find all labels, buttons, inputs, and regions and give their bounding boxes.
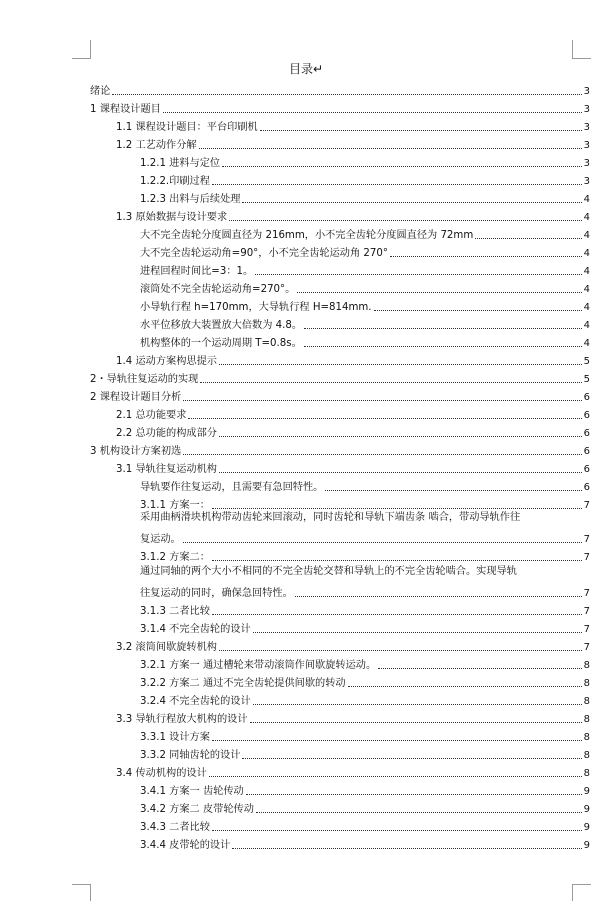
toc-entry-text: 3.2.2 方案二 通过不完全齿轮提供间歇的转动 [140,678,346,689]
toc-entry-text: 1.2.1 进料与定位 [140,158,221,169]
toc-page-number: 6 [583,446,590,457]
toc-entry-text: 3.4 传动机构的设计 [116,768,207,779]
toc-dot-leader [219,649,582,651]
toc-page-number: 8 [583,768,590,779]
toc-page-number: 5 [583,374,590,385]
toc-page-number: 6 [583,482,590,493]
toc-entry[interactable] [90,510,590,524]
toc-page-number: 9 [583,822,590,833]
toc-entry-text: 2 课程设计题目分析 [90,392,182,403]
toc-page-number: 4 [583,194,590,205]
toc-entry[interactable] [90,564,590,578]
toc-entry[interactable] [90,152,590,170]
toc-page-number: 4 [583,212,590,223]
toc-entry[interactable] [90,654,590,672]
toc-entry-text: 3.1.2 方案二： [140,552,210,563]
toc-entry[interactable] [90,314,590,332]
toc-entry[interactable] [90,80,590,98]
toc-page-number: 3 [583,176,590,187]
toc-dot-leader [212,183,582,185]
toc-page-number: 3 [583,158,590,169]
toc-page-number: 6 [583,392,590,403]
toc-entry[interactable] [90,224,590,242]
toc-dot-leader [348,685,582,687]
toc-page-number: 8 [583,750,590,761]
toc-entry[interactable] [90,278,590,296]
toc-dot-leader [253,703,582,705]
toc-entry-text: 1.3 原始数据与设计要求 [116,212,228,223]
toc-page-number: 9 [583,840,590,851]
toc-entry-text: 3.3 导轨行程放大机构的设计 [116,714,248,725]
toc-page-number: 7 [583,534,590,545]
toc-entry[interactable] [90,834,590,852]
toc-entry-text: 2.1 总功能要求 [116,410,187,421]
toc-dot-leader [242,201,581,203]
toc-entry[interactable] [90,242,590,260]
toc-dot-leader [219,435,582,437]
toc-dot-leader [325,489,581,491]
toc-page-number: 5 [583,356,590,367]
toc-entry-text: 大不完全齿轮分度圆直径为 216mm，小不完全齿轮分度圆直径为 72mm [140,230,474,241]
toc-dot-leader [199,147,582,149]
toc-entry[interactable] [90,422,590,440]
toc-dot-leader [163,111,582,113]
toc-entry[interactable] [90,206,590,224]
toc-dot-leader [188,417,581,419]
toc-entry[interactable] [90,672,590,690]
toc-entry[interactable] [90,780,590,798]
toc-entry-text: 小导轨行程 h=170mm，大导轨行程 H=814mm. [140,302,372,313]
toc-entry-text: 绪论 [90,86,111,97]
toc-dot-leader [390,255,582,257]
toc-page-number: 4 [583,320,590,331]
toc-entry-text: 3.1 导轨往复运动机构 [116,464,217,475]
toc-entry-text: 1.4 运动方案构思提示 [116,356,217,367]
toc-entry-text: 3.4.1 方案一 齿轮传动 [140,786,244,797]
toc-entry[interactable] [90,386,590,404]
toc-page-number: 4 [583,266,590,277]
toc-entry[interactable] [90,476,590,494]
toc-entry[interactable] [90,528,590,546]
toc-entry[interactable] [90,546,590,564]
toc-dot-leader [219,363,582,365]
toc-entry-text: 1 课程设计题目 [90,104,161,115]
toc-entry[interactable] [90,690,590,708]
toc-entry-text: 3.2 滚筒间歇旋转机构 [116,642,217,653]
toc-entry-text: 导轨要作往复运动，且需要有急回特性。 [140,482,324,493]
toc-entry[interactable] [90,600,590,618]
toc-dot-leader [112,93,581,95]
toc-dot-leader [183,399,581,401]
toc-entry-text: 3.3.2 同轴齿轮的设计 [140,750,241,761]
toc-dot-leader [378,667,581,669]
toc-entry[interactable] [90,188,590,206]
toc-page-number: 7 [583,588,590,599]
toc-title: 目录↵ [288,62,324,76]
toc-page-number: 6 [583,410,590,421]
toc-dot-leader [183,541,582,543]
toc-entry[interactable] [90,440,590,458]
toc-page-number: 4 [583,338,590,349]
toc-page-number: 6 [583,464,590,475]
toc-entry[interactable] [90,582,590,600]
toc-page-number: 8 [583,732,590,743]
toc-dot-leader [219,471,582,473]
toc-entry[interactable] [90,260,590,278]
toc-entry[interactable] [90,458,590,476]
toc-page-number: 7 [583,606,590,617]
toc-entry[interactable] [90,332,590,350]
toc-entry[interactable] [90,618,590,636]
toc-entry-text: 1.2 工艺动作分解 [116,140,197,151]
toc-page-number: 7 [583,642,590,653]
toc-entry-text: 往复运动的同时，确保急回特性。 [140,588,293,599]
toc-dot-leader [255,273,581,275]
toc-entry-text: 3.2.4 不完全齿轮的设计 [140,696,251,707]
toc-dot-leader [475,237,581,239]
toc-page-number: 4 [583,284,590,295]
toc-dot-leader [212,739,582,741]
toc-page-number: 8 [583,696,590,707]
toc-page-number: 3 [583,140,590,151]
toc-dot-leader [209,775,582,777]
toc-dot-leader [232,847,581,849]
toc-dot-leader [297,291,581,293]
toc-entry-text: 3.2.1 方案一 通过槽轮来带动滚筒作间歇旋转运动。 [140,660,377,671]
toc-page-number: 3 [583,86,590,97]
toc-entry-text: 2.2 总功能的构成部分 [116,428,217,439]
toc-entry-text: 3 机构设计方案初选 [90,446,182,457]
toc-dot-leader [183,453,581,455]
toc-entry-text: 水平位移放大装置放大倍数为 4.8。 [140,320,303,331]
toc-dot-leader [256,811,582,813]
toc-entry[interactable] [90,636,590,654]
toc-page-number: 3 [583,104,590,115]
toc-entry[interactable] [90,170,590,188]
toc-entry-text: 大不完全齿轮运动角=90°，小不完全齿轮运动角 270° [140,248,388,259]
toc-entry-text: 进程回程时间比=3：1。 [140,266,254,277]
toc-page-number: 7 [583,552,590,563]
toc-page-number: 4 [583,302,590,313]
page-corner-mark-bottom-left [72,884,91,901]
toc-dot-leader [253,631,582,633]
toc-entry[interactable] [90,726,590,744]
toc-entry[interactable] [90,116,590,134]
toc-page-number: 8 [583,660,590,671]
toc-entry[interactable] [90,762,590,780]
toc-dot-leader [212,829,582,831]
page-corner-mark-top-left [72,40,91,59]
toc-dot-leader [250,721,582,723]
toc-page-number: 7 [583,624,590,635]
page-corner-mark-top-right [572,40,591,59]
toc-entry[interactable] [90,134,590,152]
toc-entry[interactable] [90,816,590,834]
toc-dot-leader [304,327,582,329]
page-corner-mark-bottom-right [572,884,591,901]
toc-page-number: 3 [583,122,590,133]
toc-dot-leader [222,165,582,167]
toc-page-number: 4 [583,230,590,241]
toc-entry-text: 3.3.1 设计方案 [140,732,210,743]
toc-entry[interactable] [90,708,590,726]
toc-entry-text: 3.4.4 皮带轮的设计 [140,840,231,851]
toc-entry-text: 1.2.3 出料与后续处理 [140,194,241,205]
toc-dot-leader [304,345,582,347]
toc-page-number: 8 [583,678,590,689]
toc-entry[interactable] [90,744,590,762]
toc-dot-leader [242,757,581,759]
toc-entry-text: 3.1.1 方案一： [140,500,210,511]
toc-entry-text: 采用曲柄滑块机构带动齿轮来回滚动，同时齿轮和导轨下端齿条 啮合，带动导轨作往 [140,512,521,523]
toc-entry-text: 复运动。 [140,534,181,545]
toc-dot-leader [200,381,581,383]
toc-dot-leader [295,595,582,597]
toc-page-number: 9 [583,804,590,815]
toc-dot-leader [212,613,582,615]
toc-entry[interactable] [90,98,590,116]
toc-entry-text: 通过同轴的两个大小不相同的不完全齿轮交替和导轨上的不完全齿轮啮合。实现导轨 [140,566,517,577]
toc-dot-leader [212,507,582,509]
toc-page-number: 7 [583,500,590,511]
toc-entry-text: 3.4.3 二者比较 [140,822,210,833]
toc-entry[interactable] [90,296,590,314]
toc-page-number: 8 [583,714,590,725]
toc-entry[interactable] [90,350,590,368]
toc-dot-leader [246,793,582,795]
toc-entry-text: 1.1 课程设计题目：平台印刷机 [116,122,258,133]
toc-entry-text: 1.2.2.印刷过程 [140,176,210,187]
toc-entry-text: 3.1.3 二者比较 [140,606,210,617]
toc-entry-text: 3.1.4 不完全齿轮的设计 [140,624,251,635]
toc-entry-text: 3.4.2 方案二 皮带轮传动 [140,804,254,815]
toc-page-number: 9 [583,786,590,797]
toc-entry[interactable] [90,368,590,386]
toc-dot-leader [260,129,582,131]
toc-entry[interactable] [90,404,590,422]
toc-entry[interactable] [90,798,590,816]
toc-page-number: 6 [583,428,590,439]
toc-entry-text: 机构整体的一个运动周期 T=0.8s。 [140,338,302,349]
toc-entry-text: 2・导轨往复运动的实现 [90,374,199,385]
toc-dot-leader [374,309,582,311]
toc-entry-text: 滚筒处不完全齿轮运动角=270°。 [140,284,296,295]
toc-page-number: 4 [583,248,590,259]
toc-dot-leader [212,559,582,561]
toc-dot-leader [229,219,581,221]
